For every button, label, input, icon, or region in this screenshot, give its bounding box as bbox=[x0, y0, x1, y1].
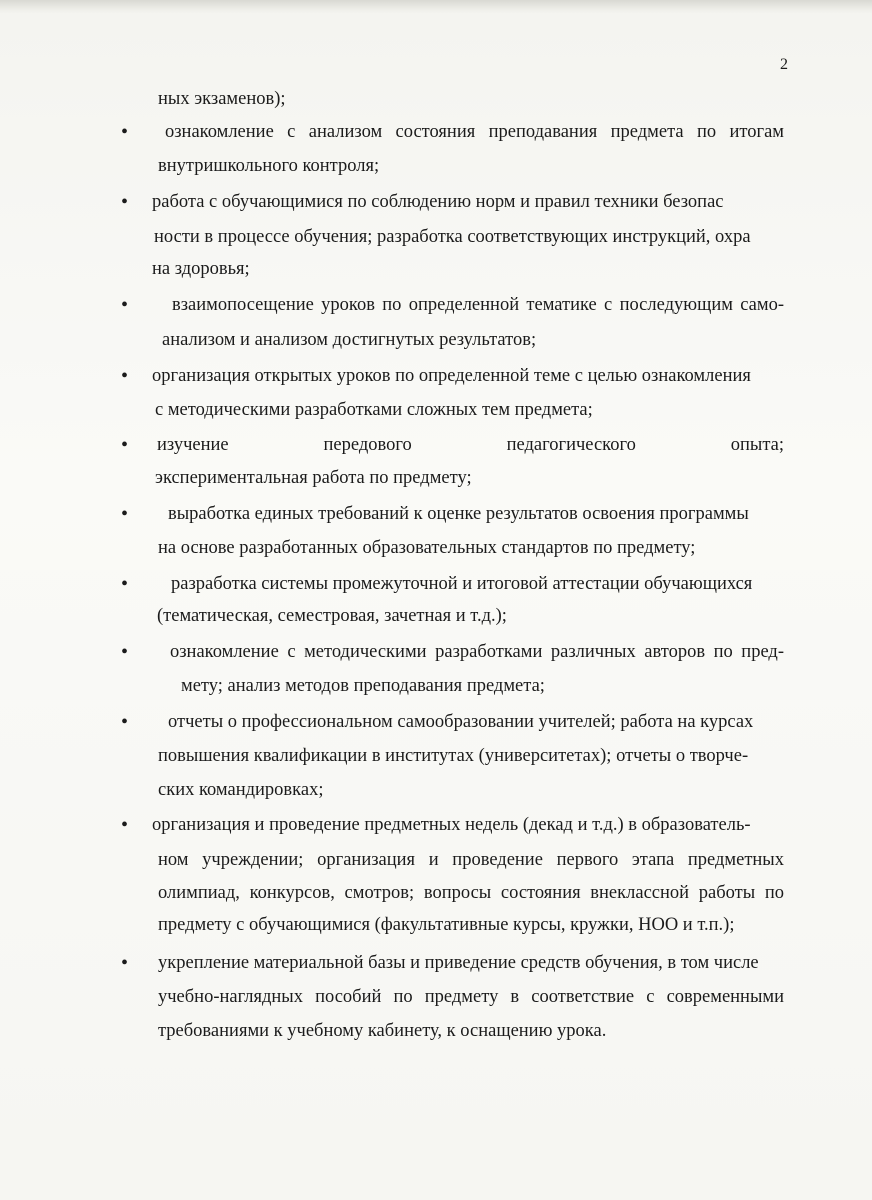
bullet-marker: • bbox=[121, 641, 129, 663]
bullet-marker: • bbox=[121, 121, 129, 143]
text-line: разработка системы промежуточной и итоговой аттестации обучающихся bbox=[171, 574, 753, 594]
text-line: олимпиад, конкурсов, смотров; вопросы состояния внеклассной работы по bbox=[158, 883, 784, 903]
text-line: отчеты о профессиональном самообразовании учителей; работа на курсах bbox=[168, 712, 754, 732]
text-line: ских командировках; bbox=[158, 780, 324, 800]
bullet-marker: • bbox=[121, 191, 129, 213]
text-line: внутришкольного контроля; bbox=[158, 156, 380, 176]
bullet-marker: • bbox=[121, 711, 129, 733]
bullet-marker: • bbox=[121, 294, 129, 316]
text-line: мету; анализ методов преподавания предмета; bbox=[181, 676, 545, 696]
bullet-marker: • bbox=[121, 952, 129, 974]
text-line: организация и проведение предметных недель (декад и т.д.) в образователь- bbox=[152, 815, 751, 835]
text-line: работа с обучающимися по соблюдению норм и правил техники безопас bbox=[152, 192, 724, 212]
text-line: ности в процессе обучения; разработка соответствующих инструкций, охра bbox=[154, 227, 751, 247]
text-line: укрепление материальной базы и приведение средств обучения, в том числе bbox=[158, 953, 759, 973]
text-line: предмету с обучающимися (факультативные курсы, кружки, НОО и т.п.); bbox=[158, 915, 735, 935]
scan-top-edge bbox=[0, 0, 872, 14]
bullet-marker: • bbox=[121, 814, 129, 836]
text-line: анализом и анализом достигнутых результатов; bbox=[162, 330, 537, 350]
bullet-marker: • bbox=[121, 503, 129, 525]
text-line: ознакомление с методическими разработками различных авторов по пред- bbox=[170, 642, 784, 662]
text-line: на здоровья; bbox=[152, 259, 250, 279]
text-line: требованиями к учебному кабинету, к оснащению урока. bbox=[158, 1021, 607, 1041]
bullet-marker: • bbox=[121, 365, 129, 387]
text-line: организация открытых уроков по определенной теме с целью ознакомления bbox=[152, 366, 751, 386]
text-line: ознакомление с анализом состояния преподавания предмета по итогам bbox=[165, 122, 784, 142]
text-line: ных экзаменов); bbox=[158, 89, 286, 109]
page-number: 2 bbox=[780, 56, 788, 73]
text-line: экспериментальная работа по предмету; bbox=[155, 468, 472, 488]
text-line: выработка единых требований к оценке результатов освоения программы bbox=[168, 504, 749, 524]
text-line: с методическими разработками сложных тем предмета; bbox=[155, 400, 593, 420]
bullet-marker: • bbox=[121, 434, 129, 456]
text-line: на основе разработанных образовательных стандартов по предмету; bbox=[158, 538, 696, 558]
text-line: учебно-наглядных пособий по предмету в соответствие с современными bbox=[158, 987, 784, 1007]
text-line: изучение передового педагогического опыта; bbox=[157, 435, 784, 455]
text-line: ном учреждении; организация и проведение первого этапа предметных bbox=[158, 850, 784, 870]
text-line: взаимопосещение уроков по определенной тематике с последующим само- bbox=[172, 295, 784, 315]
text-line: повышения квалификации в институтах (университетах); отчеты о творче- bbox=[158, 746, 749, 766]
text-line: (тематическая, семестровая, зачетная и т.д.); bbox=[157, 606, 507, 626]
bullet-marker: • bbox=[121, 573, 129, 595]
